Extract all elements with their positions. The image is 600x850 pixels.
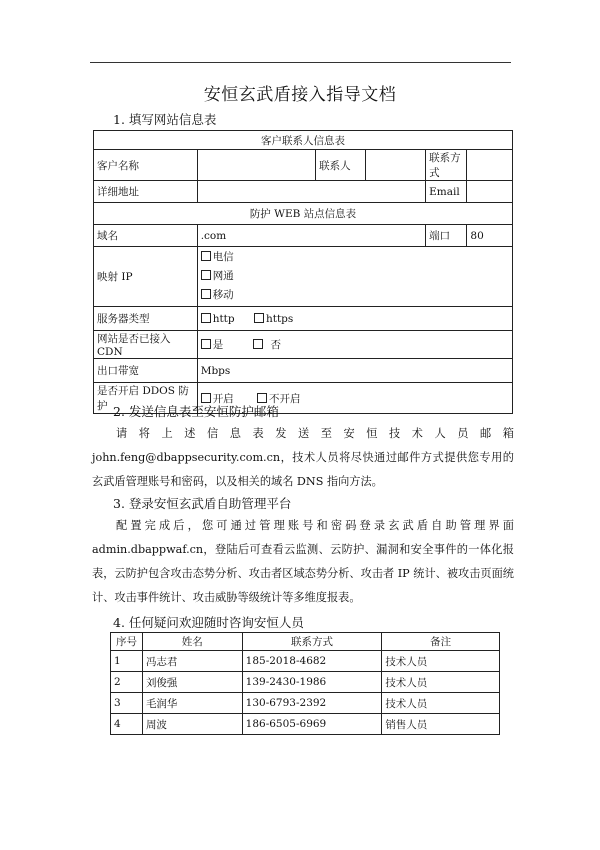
form-row [94,181,513,203]
ddos-label: 是否开启 DDOS 防护 [94,383,198,414]
form-row [94,203,513,225]
contact-note: 技术人员 [382,693,500,714]
contact-note: 技术人员 [382,672,500,693]
contacts-table [110,632,500,735]
column-header: 姓名 [142,633,242,651]
column-header: 序号 [111,633,143,651]
section-2-text: 请将上述信息表发送至安恒技术人员邮箱 john.feng@dbappsecurity.com.cn，技术人员将尽快通过邮件方式提供您专用的玄武盾管理账号和密码，以及相关的域名 DNS 指向方法。 [92,427,514,488]
server-options [197,307,512,331]
customer-name-field[interactable] [197,150,315,181]
section-3-text: 配置完成后，您可通过管理账号和密码登录玄武盾自助管理界面 admin.dbappwaf.cn，登陆后可查看云监测、云防护、漏洞和安全事件的一体化报表，云防护包含攻击态势分析、攻击者区域态势分析、攻击者 IP 统计、被攻击页面统计、攻击事件统计、攻击威胁等级统计等多维度报表。 [92,519,514,604]
port-label: 端口 [426,225,467,247]
checkbox[interactable] [201,251,211,261]
table-row [111,651,500,672]
web-table-header: 防护 WEB 站点信息表 [94,203,513,225]
address-label: 详细地址 [94,181,198,203]
contact-phone: 186-6505-6969 [242,714,382,735]
checkbox[interactable] [254,313,264,323]
section-4-heading: 4. 任何疑问欢迎随时咨询安恒人员 [113,615,304,630]
contact-name: 刘俊强 [142,672,242,693]
checkbox[interactable] [201,289,211,299]
server-type-label: 服务器类型 [94,307,198,331]
row-index: 4 [111,714,143,735]
contact-phone: 185-2018-4682 [242,651,382,672]
header-rule [90,62,511,63]
page-title: 安恒玄武盾接入指导文档 [203,85,397,105]
site-info-form [93,130,513,414]
checkbox[interactable] [201,393,211,403]
table-header-row [111,633,500,651]
column-header: 备注 [382,633,500,651]
contact-phone: 139-2430-1986 [242,672,382,693]
ddos-option-off[interactable]: 不开启 [257,393,301,405]
address-field[interactable] [197,181,425,203]
section-2-heading: 2. 发送信息表至安恒防护邮箱 [113,404,279,419]
server-option-http[interactable]: http [201,313,235,325]
email-label: Email [426,181,467,203]
bandwidth-label: 出口带宽 [94,359,198,383]
cdn-options [197,331,512,359]
server-option-https[interactable]: https [254,313,293,325]
contact-name: 冯志君 [142,651,242,672]
cdn-option-no[interactable]: 否 [253,339,282,351]
isp-options [197,247,512,307]
section-1-heading: 1. 填写网站信息表 [113,112,217,127]
cdn-option-yes[interactable]: 是 [201,339,224,351]
table-row [111,714,500,735]
form-row [94,131,513,150]
mapping-ip-label: 映射 IP [94,247,198,307]
checkbox[interactable] [201,270,211,280]
checkbox[interactable] [201,339,211,349]
table-row [111,693,500,714]
table-row [111,672,500,693]
contact-person-label: 联系人 [316,150,366,181]
domain-field[interactable]: .com [197,225,425,247]
cdn-label: 网站是否已接入 CDN [94,331,198,359]
checkbox[interactable] [257,393,267,403]
isp-option-netcom[interactable]: 网通 [201,267,509,286]
form-row [94,359,513,383]
form-row [94,331,513,359]
column-header: 联系方式 [242,633,382,651]
port-field[interactable]: 80 [467,225,513,247]
contact-person-field[interactable] [366,150,426,181]
form-row [94,307,513,331]
row-index: 1 [111,651,143,672]
section-3-heading: 3. 登录安恒玄武盾自助管理平台 [113,496,292,511]
form-row [94,225,513,247]
contact-method-field[interactable] [467,150,513,181]
contact-method-label: 联系方式 [426,150,467,181]
contact-phone: 130-6793-2392 [242,693,382,714]
ddos-option-on[interactable]: 开启 [201,393,234,405]
isp-option-mobile[interactable]: 移动 [201,286,509,305]
customer-name-label: 客户名称 [94,150,198,181]
email-field[interactable] [467,181,513,203]
domain-label: 域名 [94,225,198,247]
bandwidth-field[interactable]: Mbps [197,359,512,383]
contact-note: 技术人员 [382,651,500,672]
contact-name: 周波 [142,714,242,735]
checkbox[interactable] [201,313,211,323]
form-row [94,150,513,181]
contact-table-header: 客户联系人信息表 [94,131,513,150]
checkbox[interactable] [253,339,263,349]
isp-option-telecom[interactable]: 电信 [201,248,509,267]
row-index: 3 [111,693,143,714]
form-row [94,247,513,307]
contact-note: 销售人员 [382,714,500,735]
row-index: 2 [111,672,143,693]
contact-name: 毛润华 [142,693,242,714]
